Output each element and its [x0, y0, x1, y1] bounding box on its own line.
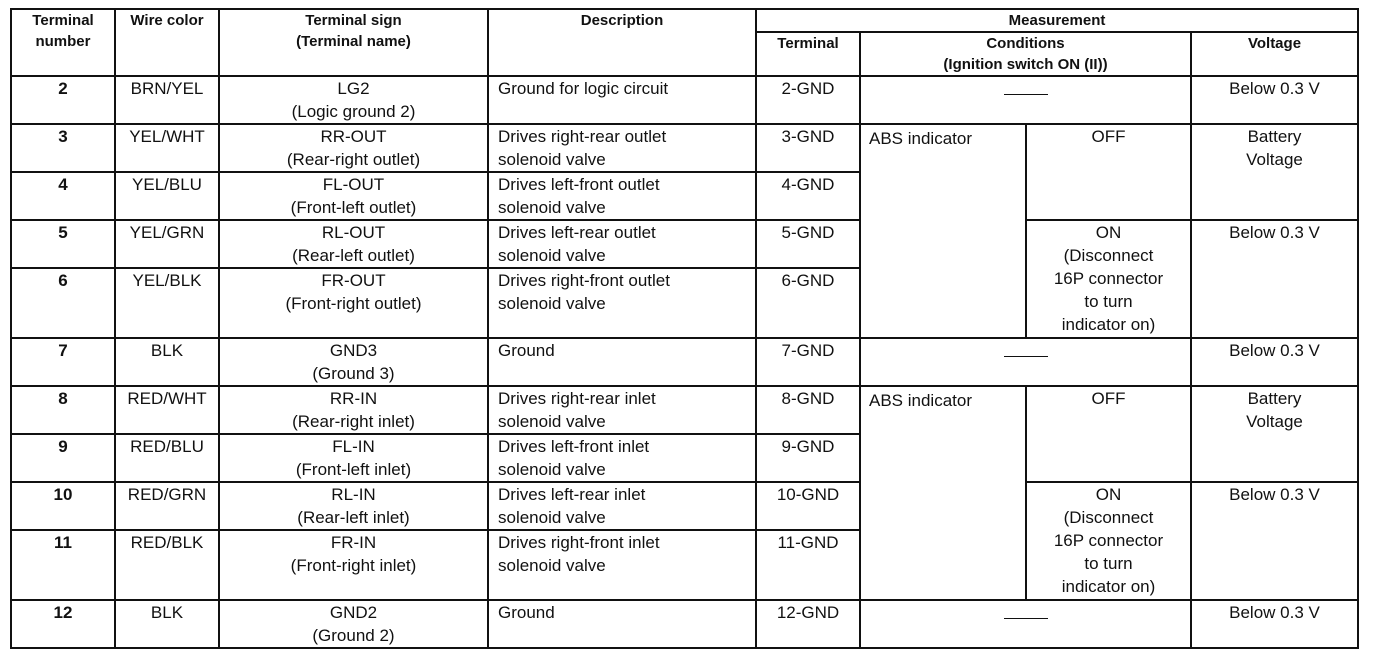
terminal-sign-cell: GND2 (Ground 2) — [219, 600, 488, 648]
measure-terminal-cell: 6-GND — [756, 268, 860, 338]
description-cell: Drives right-rear outlet solenoid valve — [488, 124, 756, 172]
condition-on-cell: ON (Disconnect 16P connector to turn indicator on) — [1026, 220, 1191, 338]
measure-terminal-cell: 3-GND — [756, 124, 860, 172]
terminal-sign-cell: RL-IN (Rear-left inlet) — [219, 482, 488, 530]
terminal-number-cell: 3 — [11, 124, 115, 172]
condition-off-cell: OFF — [1026, 386, 1191, 482]
wire-color-cell: RED/BLK — [115, 530, 219, 600]
table-row — [11, 124, 1358, 172]
wire-color-cell: YEL/BLU — [115, 172, 219, 220]
measure-terminal-cell: 4-GND — [756, 172, 860, 220]
header-conditions: Conditions (Ignition switch ON (II)) — [860, 32, 1191, 76]
terminal-sign-cell: FL-IN (Front-left inlet) — [219, 434, 488, 482]
terminal-number-cell: 2 — [11, 76, 115, 124]
terminal-sign-cell: LG2 (Logic ground 2) — [219, 76, 488, 124]
measure-terminal-cell: 8-GND — [756, 386, 860, 434]
terminal-number-cell: 9 — [11, 434, 115, 482]
measure-terminal-cell: 5-GND — [756, 220, 860, 268]
voltage-battery-cell: Battery Voltage — [1191, 124, 1358, 220]
table-row — [11, 338, 1358, 386]
voltage-cell: Below 0.3 V — [1191, 600, 1358, 648]
terminal-number-cell: 7 — [11, 338, 115, 386]
wire-color-cell: YEL/BLK — [115, 268, 219, 338]
header-wire-color: Wire color — [115, 9, 219, 76]
dash-line — [1004, 618, 1048, 619]
condition-off-cell: OFF — [1026, 124, 1191, 220]
terminal-sign-cell: RR-IN (Rear-right inlet) — [219, 386, 488, 434]
wire-color-cell: RED/GRN — [115, 482, 219, 530]
voltage-battery-cell: Battery Voltage — [1191, 386, 1358, 482]
terminal-table-wrapper — [10, 8, 1359, 649]
condition-none-cell — [860, 76, 1191, 124]
header-description: Description — [488, 9, 756, 76]
condition-none-cell — [860, 600, 1191, 648]
description-cell: Drives left-rear outlet solenoid valve — [488, 220, 756, 268]
terminal-sign-cell: FL-OUT (Front-left outlet) — [219, 172, 488, 220]
abs-indicator-cell: ABS indicator — [860, 124, 1026, 338]
table-row — [11, 600, 1358, 648]
terminal-sign-cell: RR-OUT (Rear-right outlet) — [219, 124, 488, 172]
condition-none-cell — [860, 338, 1191, 386]
condition-on-cell: ON (Disconnect 16P connector to turn indicator on) — [1026, 482, 1191, 600]
voltage-cell: Below 0.3 V — [1191, 482, 1358, 600]
terminal-sign-cell: FR-IN (Front-right inlet) — [219, 530, 488, 600]
description-cell: Drives right-front outlet solenoid valve — [488, 268, 756, 338]
measure-terminal-cell: 12-GND — [756, 600, 860, 648]
header-terminal-sign: Terminal sign (Terminal name) — [219, 9, 488, 76]
terminal-number-cell: 11 — [11, 530, 115, 600]
wire-color-cell: BLK — [115, 600, 219, 648]
terminal-number-cell: 6 — [11, 268, 115, 338]
measure-terminal-cell: 10-GND — [756, 482, 860, 530]
header-voltage: Voltage — [1191, 32, 1358, 76]
measure-terminal-cell: 9-GND — [756, 434, 860, 482]
table-row — [11, 220, 1358, 268]
measure-terminal-cell: 7-GND — [756, 338, 860, 386]
measure-terminal-cell: 2-GND — [756, 76, 860, 124]
terminal-number-cell: 4 — [11, 172, 115, 220]
table-row — [11, 76, 1358, 124]
wire-color-cell: RED/BLU — [115, 434, 219, 482]
terminal-number-cell: 8 — [11, 386, 115, 434]
wire-color-cell: YEL/GRN — [115, 220, 219, 268]
description-cell: Drives left-front inlet solenoid valve — [488, 434, 756, 482]
table-row — [11, 482, 1358, 530]
wire-color-cell: RED/WHT — [115, 386, 219, 434]
wire-color-cell: BLK — [115, 338, 219, 386]
terminal-number-cell: 10 — [11, 482, 115, 530]
terminal-sign-cell: FR-OUT (Front-right outlet) — [219, 268, 488, 338]
wire-color-cell: BRN/YEL — [115, 76, 219, 124]
terminal-number-cell: 12 — [11, 600, 115, 648]
header-terminal: Terminal — [756, 32, 860, 76]
description-cell: Drives left-rear inlet solenoid valve — [488, 482, 756, 530]
description-cell: Drives right-rear inlet solenoid valve — [488, 386, 756, 434]
wire-color-cell: YEL/WHT — [115, 124, 219, 172]
header-measurement: Measurement — [756, 9, 1358, 32]
description-cell: Ground for logic circuit — [488, 76, 756, 124]
dash-line — [1004, 356, 1048, 357]
description-cell: Drives left-front outlet solenoid valve — [488, 172, 756, 220]
voltage-cell: Below 0.3 V — [1191, 220, 1358, 338]
terminal-sign-cell: GND3 (Ground 3) — [219, 338, 488, 386]
abs-terminal-table — [10, 8, 1359, 649]
description-cell: Ground — [488, 600, 756, 648]
terminal-number-cell: 5 — [11, 220, 115, 268]
header-terminal-number: Terminal number — [11, 9, 115, 76]
description-cell: Drives right-front inlet solenoid valve — [488, 530, 756, 600]
description-cell: Ground — [488, 338, 756, 386]
measure-terminal-cell: 11-GND — [756, 530, 860, 600]
abs-indicator-cell: ABS indicator — [860, 386, 1026, 600]
dash-line — [1004, 94, 1048, 95]
terminal-sign-cell: RL-OUT (Rear-left outlet) — [219, 220, 488, 268]
voltage-cell: Below 0.3 V — [1191, 338, 1358, 386]
table-row — [11, 386, 1358, 434]
voltage-cell: Below 0.3 V — [1191, 76, 1358, 124]
